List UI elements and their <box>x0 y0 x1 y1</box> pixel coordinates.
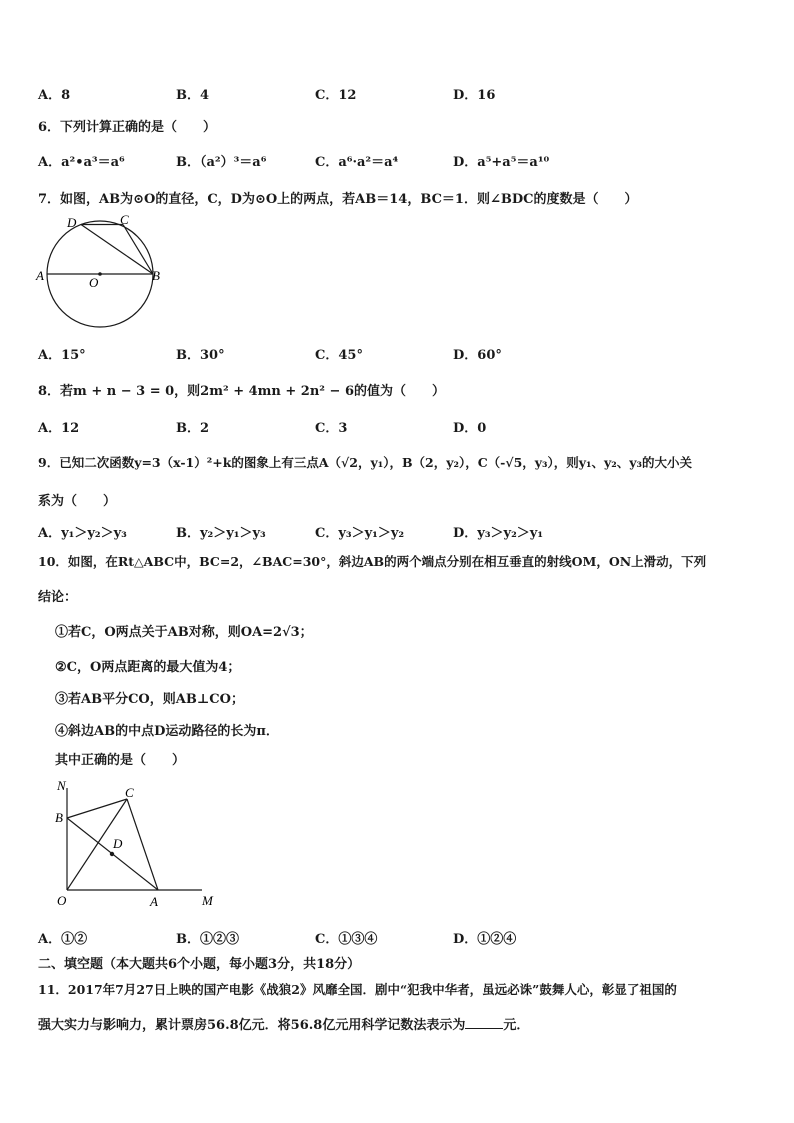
q6-option-a: A．a²•a³＝a⁶ <box>38 155 125 170</box>
q10-conclusion-4: ④斜边AB的中点D运动路径的长为π． <box>55 724 279 739</box>
q7-option-a: A．15° <box>38 348 86 363</box>
q7-option-b: B．30° <box>176 348 225 363</box>
q10-label-a: A <box>150 894 158 908</box>
q9-option-d: D．y₃＞y₂＞y₁ <box>453 526 544 541</box>
q10-stem-line2: 结论： <box>38 590 78 605</box>
q10-conclusion-1: ①若C，O两点关于AB对称，则OA=2√3； <box>55 625 313 640</box>
answer-blank[interactable] <box>465 1017 503 1029</box>
q8-option-c: C．3 <box>315 421 348 436</box>
q9-stem-line2: 系为（ ） <box>38 494 117 509</box>
q7-label-o: O <box>89 275 99 290</box>
q11-line2 <box>38 1014 529 1033</box>
section-heading: 二、填空题（本大题共6个小题，每小题3分，共18分） <box>38 957 361 972</box>
q9-option-b: B．y₂＞y₁＞y₃ <box>176 526 266 541</box>
q7-label-a: A <box>36 268 44 283</box>
q9-stem-line1: 9．已知二次函数y=3（x-1）²+k的图象上有三点A（√2，y₁），B（2，y₂），C（-√5，y₃），则y₁、y₂、y₃的大小关 <box>38 455 692 470</box>
q5-option-d: D．16 <box>453 88 496 103</box>
q7-label-d: D <box>67 215 77 230</box>
q8-option-d: D．0 <box>453 421 487 436</box>
q8-option-b: B．2 <box>176 421 210 436</box>
q10-label-c: C <box>125 785 134 800</box>
q6-option-c: C．a⁶·a²＝a⁴ <box>315 155 399 170</box>
q6-stem: 6．下列计算正确的是（ ） <box>38 120 217 135</box>
q10-label-n: N <box>57 778 66 793</box>
q7-stem: 7．如图，AB为⊙O的直径，C，D为⊙O上的两点，若AB＝14，BC＝1．则∠BDC的度数是（ ） <box>38 192 638 207</box>
q8-option-a: A．12 <box>38 421 80 436</box>
q9-option-a: A．y₁＞y₂＞y₃ <box>38 526 127 541</box>
q10-option-b: B．①②③ <box>176 932 239 947</box>
q11-line2-text: 强大实力与影响力，累计票房56.8亿元．将56.8亿元用科学记数法表示为 <box>38 1018 466 1033</box>
q11-line2-end: 元． <box>503 1018 530 1033</box>
q10-option-a: A．①② <box>38 932 88 947</box>
q10-conclusion-3: ③若AB平分CO，则AB⊥CO； <box>55 692 244 707</box>
q6-option-b: B．（a²）³＝a⁶ <box>176 155 267 170</box>
q9-option-c: C．y₃＞y₁＞y₂ <box>315 526 405 541</box>
q10-label-d: D <box>113 836 123 851</box>
q10-option-c: C．①③④ <box>315 932 378 947</box>
q5-option-c: C．12 <box>315 88 357 103</box>
q7-option-c: C．45° <box>315 348 363 363</box>
q6-option-d: D．a⁵+a⁵＝a¹⁰ <box>453 155 550 170</box>
q5-option-b: B．4 <box>176 88 210 103</box>
q7-label-b: B <box>152 268 160 283</box>
q10-conclusion-2: ②C，O两点距离的最大值为4； <box>55 660 241 675</box>
q10-triangle-figure <box>50 778 225 908</box>
q10-stem-line1: 10．如图，在Rt△ABC中，BC=2，∠BAC=30°，斜边AB的两个端点分别在相互垂直的射线OM，ON上滑动，下列 <box>38 554 707 569</box>
q8-stem: 8．若m + n − 3 = 0，则2m² + 4mn + 2n² − 6的值为（ ） <box>38 384 445 399</box>
q10-label-b: B <box>55 810 63 825</box>
q7-circle-figure <box>34 212 174 340</box>
q7-label-c: C <box>120 212 129 227</box>
q10-label-o: O <box>57 893 67 908</box>
q7-option-d: D．60° <box>453 348 502 363</box>
q11-line1: 11．2017年7月27日上映的国产电影《战狼2》风靡全国．剧中“犯我中华者，虽远必诛”鼓舞人心，彰显了祖国的 <box>38 982 677 997</box>
q5-option-a: A．8 <box>38 88 71 103</box>
q10-label-m: M <box>202 893 213 908</box>
q10-option-d: D．①②④ <box>453 932 517 947</box>
q10-ask: 其中正确的是（ ） <box>55 753 186 768</box>
